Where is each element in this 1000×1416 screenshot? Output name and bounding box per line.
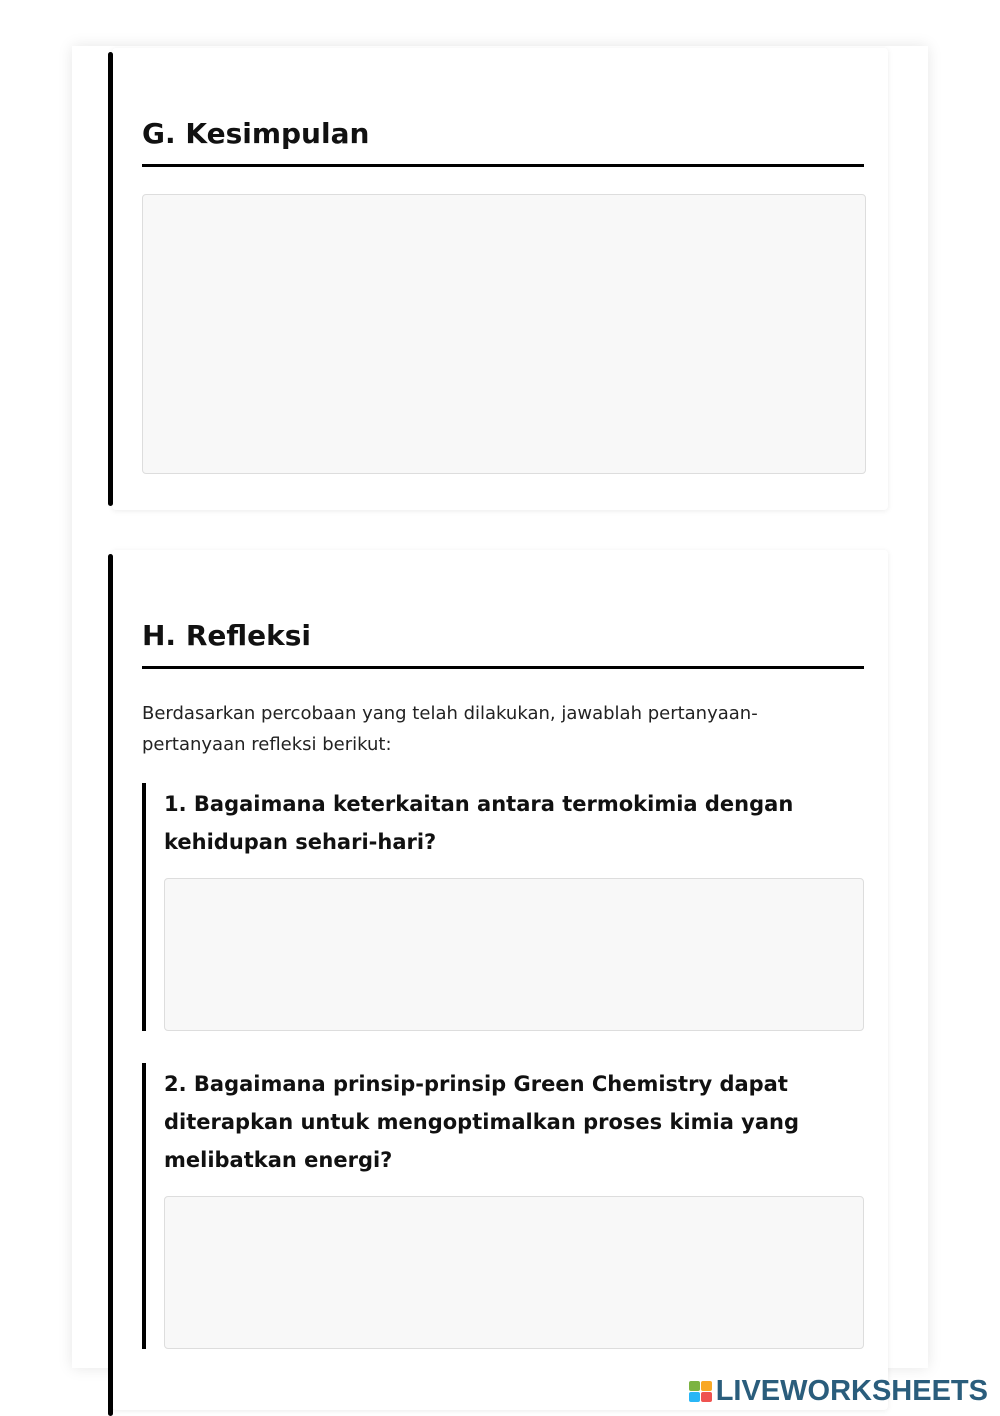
reflection-section [112, 550, 888, 1410]
reflection-question [142, 1063, 864, 1349]
question-text: 2. Bagaimana prinsip-prinsip Green Chemistry dapat diterapkan untuk mengoptimalkan proses kimia yang melibatkan energi? [164, 1072, 800, 1172]
logo-square [689, 1381, 700, 1391]
reflection-intro: Berdasarkan percobaan yang telah dilakukan, jawablah pertanyaan-pertanyaan refleksi berikut: [142, 703, 758, 755]
logo-square [701, 1392, 712, 1402]
conclusion-answer-box[interactable] [142, 194, 866, 474]
liveworksheets-logo-icon [689, 1381, 712, 1402]
conclusion-section [112, 48, 888, 510]
answer-box-1[interactable] [164, 878, 864, 1031]
question-text: 1. Bagaimana keterkaitan antara termokimia dengan kehidupan sehari-hari? [164, 792, 794, 854]
section-accent-bar [108, 52, 113, 506]
logo-square [701, 1381, 712, 1391]
logo-square [689, 1392, 700, 1402]
section-title: H. Refleksi [142, 618, 864, 669]
section-accent-bar [108, 554, 113, 1416]
brand-name: LIVEWORKSHEETS [715, 1374, 988, 1407]
answer-box-2[interactable] [164, 1196, 864, 1349]
section-title: G. Kesimpulan [142, 116, 864, 167]
liveworksheets-brand [689, 1375, 988, 1407]
reflection-question [142, 783, 864, 1031]
